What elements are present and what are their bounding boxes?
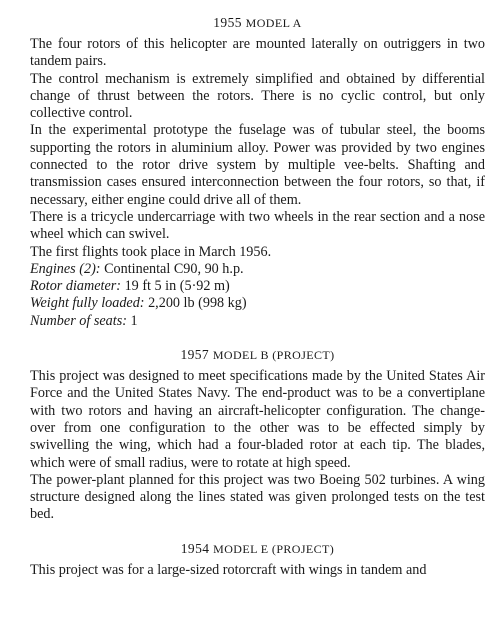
section-heading-model-a <box>30 14 485 32</box>
spec-engines <box>30 261 485 278</box>
section-heading-model-b <box>30 346 485 364</box>
paragraph: The four rotors of this helicopter are mounted laterally on outriggers in two tandem pairs. <box>30 36 485 70</box>
spec-value: 1 <box>126 312 138 329</box>
heading-name: MODEL B (PROJECT) <box>212 348 335 363</box>
spacer <box>30 524 485 540</box>
spec-rotor-diameter <box>30 278 485 295</box>
heading-year: 1954 <box>180 540 210 556</box>
paragraph: This project was designed to meet specifications made by the United States Air Force and the United States Navy. The end-product was to be a convertiplane with two rotors and having an aircraft-helicopter configuration. The change-over from one configuration to the other was to be effected simply by swivelling the wing, which had a four-bladed rotor at each tip. The blades, which were of small radius, were to rotate at high speed. <box>30 368 485 471</box>
spec-label: Rotor diameter: <box>30 278 122 295</box>
spec-label: Number of seats: <box>30 312 127 329</box>
spec-weight <box>30 295 485 312</box>
paragraph: In the experimental prototype the fuselage was of tubular steel, the booms supporting the rotors in aluminium alloy. Power was provided by two engines connected to the rotor drive system by multiple vee-belts. Shafting and transmission cases ensured interconnection between the four rotors, so that, if necessary, either engine could drive all of them. <box>30 122 485 208</box>
spec-label: Weight fully loaded: <box>30 295 145 312</box>
document-page <box>30 14 485 579</box>
paragraph: There is a tricycle undercarriage with two wheels in the rear section and a nose wheel which can swivel. <box>30 208 485 243</box>
spec-value: 2,200 lb (998 kg) <box>144 295 247 312</box>
spec-label: Engines (2): <box>30 260 101 277</box>
paragraph: The control mechanism is extremely simplified and obtained by differential change of thrust between the rotors. There is no cyclic control, but only collective control. <box>30 70 485 122</box>
spec-value: 19 ft 5 in (5·92 m) <box>121 278 230 295</box>
heading-name: MODEL E (PROJECT) <box>213 541 335 556</box>
spacer <box>30 330 485 346</box>
heading-year: 1955 <box>213 15 242 30</box>
paragraph: The first flights took place in March 1956. <box>30 243 272 260</box>
heading-name: MODEL A <box>245 16 302 30</box>
spec-seats <box>30 313 485 330</box>
spec-value: Continental C90, 90 h.p. <box>100 260 244 277</box>
heading-year: 1957 <box>180 347 210 363</box>
paragraph: The power-plant planned for this project was two Boeing 502 turbines. A wing structure designed along the lines stated was given prolonged tests on the test bed. <box>30 471 485 523</box>
paragraph: This project was for a large-sized rotorcraft with wings in tandem and <box>30 561 427 578</box>
section-heading-model-e <box>30 540 485 558</box>
